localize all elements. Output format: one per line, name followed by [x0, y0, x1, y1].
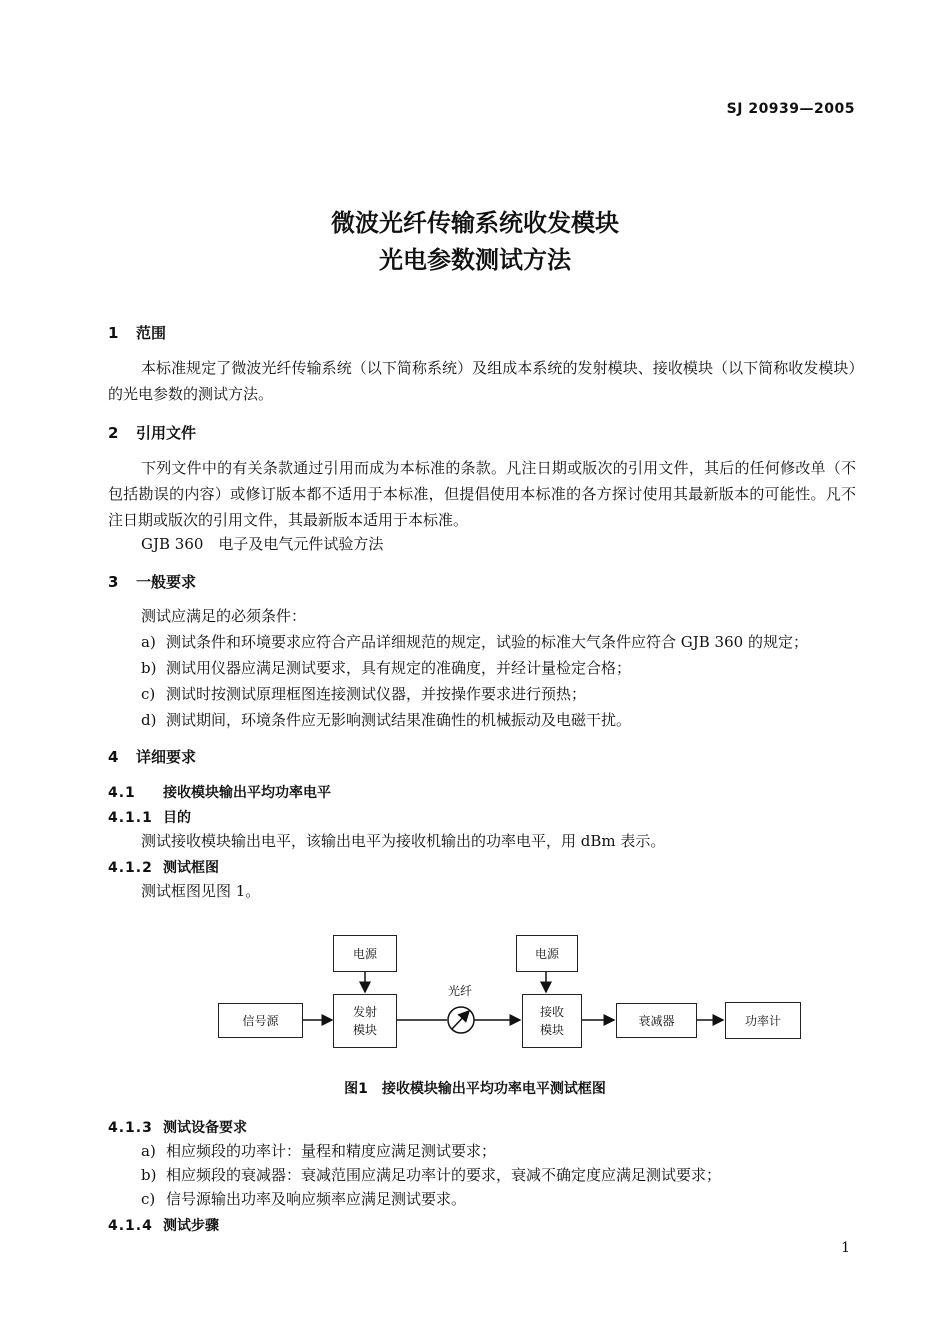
signal-source-box: 信号源 — [218, 1003, 303, 1038]
receive-module-box: 接收 模块 — [522, 994, 582, 1048]
figure-caption: 图1 接收模块输出平均功率电平测试框图 — [344, 1081, 606, 1097]
section-2-paragraph: 下列文件中的有关条款通过引用而成为本标准的条款。凡注日期或版次的引用文件，其后的任何修改单（不包括勘误的内容）或修订版本都不适用于本标准，但提倡使用本标准的各方探讨使用其最新版本的可能性。凡不注日期或版次的引用文件，其最新版本适用于本标准。 — [108, 459, 856, 529]
section-4-1-4-heading — [108, 1215, 219, 1235]
section-title: 测试设备要求 — [163, 1120, 247, 1136]
standard-code: SJ 20939—2005 — [726, 101, 855, 117]
section-title: 测试步骤 — [163, 1218, 219, 1234]
section-number: 3 — [108, 573, 119, 591]
list-item: b) 相应频段的衰减器：衰减范围应满足功率计的要求，衰减不确定度应满足测试要求； — [141, 1166, 722, 1184]
section-3-heading — [108, 571, 196, 592]
section-number: 2 — [108, 424, 119, 442]
section-title: 目的 — [163, 810, 191, 826]
list-item: c) 测试时按测试原理框图连接测试仪器，并按操作要求进行预热； — [141, 685, 587, 703]
section-title: 一般要求 — [136, 573, 197, 591]
list-item: c) 信号源输出功率及响应频率应满足测试要求。 — [141, 1190, 467, 1208]
attenuator-box: 衰减器 — [616, 1003, 697, 1038]
fiber-label: 光纤 — [448, 984, 473, 998]
power-supply-2-box: 电源 — [516, 935, 578, 972]
section-1-heading — [108, 322, 166, 343]
list-item: b) 测试用仪器应满足测试要求，具有规定的准确度，并经计量检定合格； — [141, 659, 632, 677]
section-number: 4 — [108, 748, 119, 766]
transmit-module-box: 发射 模块 — [333, 994, 397, 1048]
section-4-1-1-heading — [108, 807, 191, 827]
section-title: 接收模块输出平均功率电平 — [163, 785, 331, 801]
section-title: 引用文件 — [136, 424, 197, 442]
section-title: 详细要求 — [136, 748, 197, 766]
section-1-paragraph: 本标准规定了微波光纤传输系统（以下简称系统）及组成本系统的发射模块、接收模块（以下简称收发模块）的光电参数的测试方法。 — [108, 359, 856, 403]
section-4-1-heading — [108, 782, 331, 802]
section-number: 4.1.4 — [108, 1218, 153, 1234]
section-3-intro: 测试应满足的必须条件： — [141, 607, 307, 625]
section-number: 1 — [108, 324, 119, 342]
list-item: a) 测试条件和环境要求应符合产品详细规范的规定，试验的标准大气条件应符合 GJB 360 的规定； — [141, 633, 808, 651]
section-title: 范围 — [136, 324, 167, 342]
section-number: 4.1 — [108, 785, 136, 801]
power-meter-box: 功率计 — [725, 1002, 801, 1039]
page-number: 1 — [841, 1240, 850, 1256]
list-item: d) 测试期间，环境条件应无影响测试结果准确性的机械振动及电磁干扰。 — [141, 711, 632, 729]
document-title-line2: 光电参数测试方法 — [379, 246, 571, 274]
fiber-coupler-icon — [448, 1007, 474, 1033]
section-title: 测试框图 — [163, 860, 219, 876]
section-4-1-2-heading — [108, 857, 219, 877]
section-4-1-1-text: 测试接收模块输出电平，该输出电平为接收机输出的功率电平，用 dBm 表示。 — [141, 832, 666, 850]
section-number: 4.1.1 — [108, 810, 153, 826]
power-supply-1-box: 电源 — [333, 935, 397, 972]
section-number: 4.1.3 — [108, 1120, 153, 1136]
list-item: a) 相应频段的功率计：量程和精度应满足测试要求； — [141, 1142, 497, 1160]
section-4-1-3-heading — [108, 1117, 247, 1137]
document-title-line1: 微波光纤传输系统收发模块 — [331, 209, 619, 237]
reference-gjb360: GJB 360 电子及电气元件试验方法 — [141, 535, 384, 553]
section-2-heading — [108, 422, 196, 443]
section-4-heading — [108, 746, 196, 767]
section-4-1-2-text: 测试框图见图 1。 — [141, 882, 261, 900]
section-number: 4.1.2 — [108, 860, 153, 876]
